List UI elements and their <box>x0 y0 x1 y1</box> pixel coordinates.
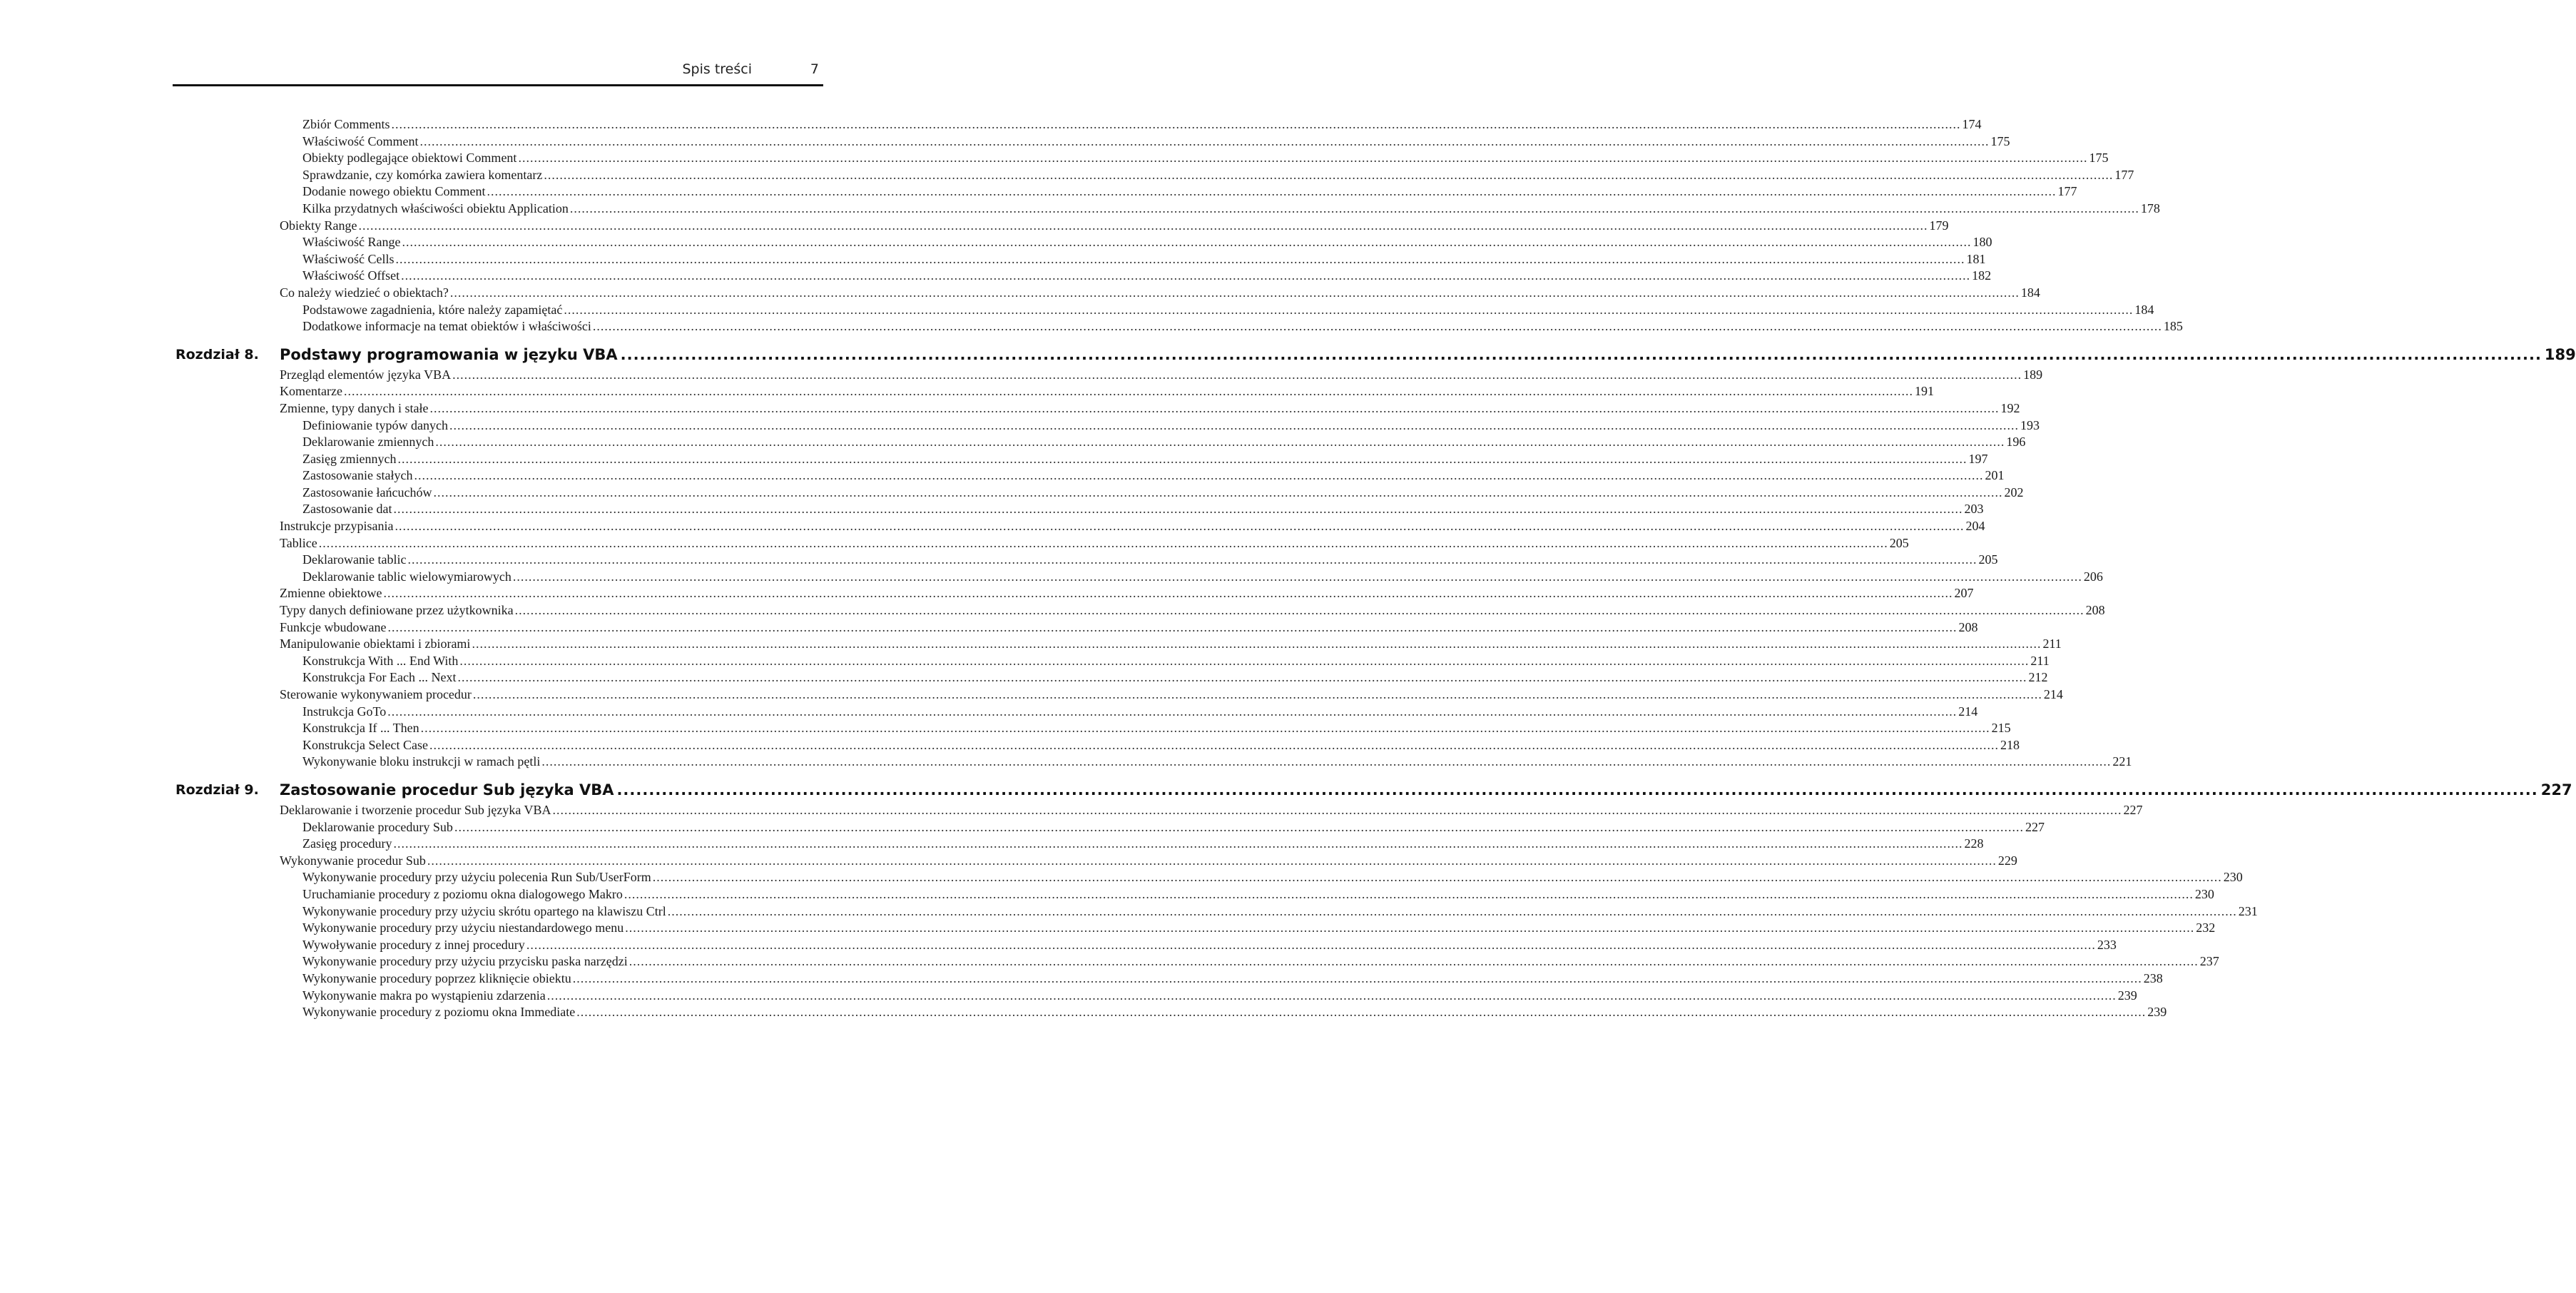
toc-entry[interactable] <box>173 367 2043 384</box>
chapter-section <box>173 343 2576 771</box>
toc-entry-title: Wykonywanie procedury przy użyciu przycisku paska narzędzi <box>302 954 628 969</box>
dot-leader: ................................................................................................................................................................................................................................................................................................................................................................................................................ <box>454 819 2024 834</box>
toc-entry-title: Deklarowanie i tworzenie procedur Sub języka VBA <box>280 802 551 817</box>
table-of-contents <box>173 116 2576 1021</box>
toc-entry-page: 203 <box>1964 502 1984 517</box>
toc-entry-page: 207 <box>1954 586 1974 601</box>
toc-entry-title: Konstrukcja With ... End With <box>302 653 459 668</box>
toc-entry-title: Kilka przydatnych właściwości obiektu Application <box>302 201 569 216</box>
toc-entry-title: Wykonywanie makra po wystąpieniu zdarzenia <box>302 988 546 1003</box>
toc-entry[interactable] <box>173 686 2063 704</box>
toc-entry-title: Konstrukcja If ... Then <box>302 721 419 736</box>
toc-entry-title: Deklarowanie tablic <box>302 552 407 567</box>
dot-leader: ................................................................................................................................................................................................................................................................................................................................................................................................................ <box>541 754 2112 769</box>
toc-entry-title: Zmienne, typy danych i stałe <box>280 400 429 415</box>
toc-entry-page: 181 <box>1966 251 1986 266</box>
dot-leader: ................................................................................................................................................................................................................................................................................................................................................................................................................ <box>429 400 2000 415</box>
dot-leader: ................................................................................................................................................................................................................................................................................................................................................................................................................ <box>512 569 2082 584</box>
dot-leader: ................................................................................................................................................................................................................................................................................................................................................................................................................ <box>391 117 1961 131</box>
toc-entry[interactable] <box>173 552 1998 569</box>
toc-entry-page: 212 <box>2028 670 2048 685</box>
toc-entry-title: Obiekty podlegające obiektowi Comment <box>302 151 517 166</box>
toc-entry-title: Komentarze <box>280 384 342 399</box>
toc-entry-page: 206 <box>2083 569 2103 584</box>
toc-entry-page: 185 <box>2163 319 2183 334</box>
toc-entry-title: Wykonywanie procedury przy użyciu skrótu opartego na klawiszu Ctrl <box>302 903 666 918</box>
toc-entry-page: 205 <box>1889 535 1909 550</box>
toc-entry-title: Zbiór Comments <box>302 117 390 131</box>
dot-leader: ................................................................................................................................................................................................................................................................................................................................................................................................................ <box>667 903 2237 918</box>
toc-entry-title: Przegląd elementów języka VBA <box>280 367 452 382</box>
toc-entry-title: Wykonywanie bloku instrukcji w ramach pętli <box>302 754 541 769</box>
toc-entry[interactable] <box>173 653 2050 670</box>
toc-entry-page: 205 <box>1978 552 1998 567</box>
chapter-label: Rozdział 9. <box>175 781 259 798</box>
chapter-page-number: 227 <box>2540 781 2572 798</box>
dot-leader: ................................................................................................................................................................................................................................................................................................................................................................................................................ <box>394 519 1965 534</box>
toc-entry[interactable] <box>173 417 2040 435</box>
dot-leader: ................................................................................................................................................................................................................................................................................................................................................................................................................ <box>592 319 2162 334</box>
dot-leader: ................................................................................................................................................................................................................................................................................................................................................................................................................ <box>429 737 1999 752</box>
toc-entry[interactable] <box>173 903 2258 921</box>
toc-entry-page: 237 <box>2199 954 2219 969</box>
toc-entry-title: Deklarowanie zmiennych <box>302 435 434 450</box>
toc-entry-title: Właściwość Comment <box>302 133 419 148</box>
toc-entry[interactable] <box>173 970 2163 988</box>
toc-entry-page: 178 <box>2140 201 2160 216</box>
toc-entry-title: Wykonywanie procedur Sub <box>280 853 426 868</box>
toc-entry[interactable] <box>173 988 2137 1005</box>
chapter-title: Podstawy programowania w języku VBA <box>280 345 618 363</box>
toc-entry-page: 229 <box>1997 853 2017 868</box>
toc-entry[interactable] <box>173 819 2045 836</box>
toc-entry-page: 211 <box>2030 653 2050 668</box>
toc-entry-page: 230 <box>2223 870 2243 885</box>
dot-leader: ................................................................................................................................................................................................................................................................................................................................................................................................................ <box>518 151 2088 166</box>
toc-entry-page: 179 <box>1929 218 1949 233</box>
toc-entry-page: 214 <box>2043 687 2063 701</box>
toc-entry-page: 196 <box>2006 435 2026 450</box>
toc-entry-title: Zastosowanie dat <box>302 502 392 517</box>
toc-entry-title: Podstawowe zagadnienia, które należy zapamiętać <box>302 302 563 317</box>
chapter-heading[interactable] <box>173 343 2576 367</box>
toc-entry[interactable] <box>173 302 2154 319</box>
page-number: 7 <box>810 61 819 77</box>
toc-entry-page: 202 <box>2004 485 2024 500</box>
dot-leader: ................................................................................................................................................................................................................................................................................................................................................................................................................ <box>625 921 2195 935</box>
dot-leader: ............................................................................................................................................................................................................................................................................................................ <box>620 345 2542 363</box>
toc-entry[interactable] <box>173 1004 2167 1021</box>
toc-entry[interactable] <box>173 585 1974 602</box>
dot-leader: ................................................................................................................................................................................................................................................................................................................................................................................................................ <box>395 251 1965 266</box>
toc-entry[interactable] <box>173 133 2010 151</box>
toc-entry[interactable] <box>173 569 2103 586</box>
toc-entry-title: Zastosowanie łańcuchów <box>302 485 432 500</box>
toc-entry[interactable] <box>173 150 2109 167</box>
dot-leader: ................................................................................................................................................................................................................................................................................................................................................................................................................ <box>397 451 1967 466</box>
toc-entry-page: 211 <box>2042 637 2062 651</box>
dot-leader: ................................................................................................................................................................................................................................................................................................................................................................................................................ <box>472 687 2042 701</box>
dot-leader: ................................................................................................................................................................................................................................................................................................................................................................................................................ <box>457 670 2027 685</box>
dot-leader: ................................................................................................................................................................................................................................................................................................................................................................................................................ <box>552 802 2122 817</box>
toc-entry-title: Deklarowanie tablic wielowymiarowych <box>302 569 511 584</box>
toc-entry-page: 208 <box>2085 603 2105 618</box>
toc-entry[interactable] <box>173 268 1992 285</box>
toc-entry-title: Właściwość Offset <box>302 268 400 283</box>
toc-entry-title: Manipulowanie obiektami i zbiorami <box>280 637 471 651</box>
toc-entry[interactable] <box>173 720 2011 737</box>
dot-leader: ................................................................................................................................................................................................................................................................................................................................................................................................................ <box>383 586 1953 601</box>
toc-entry-title: Konstrukcja Select Case <box>302 737 428 752</box>
toc-entry-page: 232 <box>2196 921 2216 935</box>
dot-leader: ................................................................................................................................................................................................................................................................................................................................................................................................................ <box>449 417 2019 432</box>
toc-entry-page: 227 <box>2025 819 2045 834</box>
toc-entry[interactable] <box>173 285 2040 302</box>
toc-entry-page: 204 <box>1965 519 1985 534</box>
dot-leader: ................................................................................................................................................................................................................................................................................................................................................................................................................ <box>623 886 2194 901</box>
toc-entry[interactable] <box>173 535 1909 552</box>
toc-entry-title: Właściwość Cells <box>302 251 394 266</box>
chapter-heading[interactable] <box>173 778 2572 802</box>
dot-leader: ................................................................................................................................................................................................................................................................................................................................................................................................................ <box>526 937 2096 952</box>
toc-entry[interactable] <box>173 451 1988 468</box>
dot-leader: ................................................................................................................................................................................................................................................................................................................................................................................................................ <box>402 235 1972 250</box>
dot-leader: ................................................................................................................................................................................................................................................................................................................................................................................................................ <box>420 721 1990 736</box>
toc-entry[interactable] <box>173 383 1934 400</box>
dot-leader: ................................................................................................................................................................................................................................................................................................................................................................................................................ <box>449 285 2020 300</box>
dot-leader: ................................................................................................................................................................................................................................................................................................................................................................................................................ <box>452 367 2022 382</box>
toc-entry-page: 180 <box>1972 235 1992 250</box>
toc-entry[interactable] <box>173 669 2048 686</box>
toc-entry-title: Sterowanie wykonywaniem procedur <box>280 687 472 701</box>
toc-entry[interactable] <box>173 485 2024 502</box>
toc-entry[interactable] <box>173 501 1984 518</box>
toc-entry-title: Sprawdzanie, czy komórka zawiera komentarz <box>302 167 543 182</box>
toc-entry[interactable] <box>173 234 1992 251</box>
toc-entry[interactable] <box>173 619 1978 637</box>
toc-entry-title: Definiowanie typów danych <box>302 417 448 432</box>
toc-entry[interactable] <box>173 937 2117 954</box>
dot-leader: ................................................................................................................................................................................................................................................................................................................................................................................................................ <box>387 704 1958 719</box>
toc-entry-page: 215 <box>1991 721 2011 736</box>
toc-entry-page: 231 <box>2238 903 2258 918</box>
toc-entry-page: 177 <box>2114 167 2134 182</box>
toc-entry-title: Wykonywanie procedury przy użyciu polecenia Run Sub/UserForm <box>302 870 651 885</box>
toc-entry-page: 201 <box>1985 468 2005 483</box>
dot-leader: ............................................................................................................................................................................................................................................................................................................ <box>616 781 2538 798</box>
dot-leader: ................................................................................................................................................................................................................................................................................................................................................................................................................ <box>576 1005 2147 1020</box>
toc-entry[interactable] <box>173 116 1982 133</box>
toc-entry[interactable] <box>173 886 2214 903</box>
toc-entry[interactable] <box>173 853 2017 870</box>
chapter-label: Rozdział 8. <box>175 346 259 362</box>
dot-leader: ................................................................................................................................................................................................................................................................................................................................................................................................................ <box>419 133 1990 148</box>
toc-entry-title: Deklarowanie procedury Sub <box>302 819 453 834</box>
toc-entry-title: Dodanie nowego obiektu Comment <box>302 184 486 199</box>
toc-entry-page: 189 <box>2023 367 2043 382</box>
toc-entry[interactable] <box>173 318 2183 335</box>
dot-leader: ................................................................................................................................................................................................................................................................................................................................................................................................................ <box>628 954 2199 969</box>
toc-entry-page: 239 <box>2117 988 2137 1003</box>
dot-leader: ................................................................................................................................................................................................................................................................................................................................................................................................................ <box>414 468 1984 483</box>
toc-entry-title: Właściwość Range <box>302 235 401 250</box>
toc-entry[interactable] <box>173 602 2105 619</box>
toc-entry-page: 227 <box>2123 802 2143 817</box>
chapter-title: Zastosowanie procedur Sub języka VBA <box>280 781 614 798</box>
toc-entry-page: 197 <box>1968 451 1988 466</box>
dot-leader: ................................................................................................................................................................................................................................................................................................................................................................................................................ <box>343 384 1913 399</box>
dot-leader: ................................................................................................................................................................................................................................................................................................................................................................................................................ <box>546 988 2117 1003</box>
dot-leader: ................................................................................................................................................................................................................................................................................................................................................................................................................ <box>401 268 1971 283</box>
toc-entry[interactable] <box>173 167 2134 184</box>
toc-entry[interactable] <box>173 201 2160 218</box>
toc-entry[interactable] <box>173 400 2020 417</box>
toc-entry[interactable] <box>173 434 2026 451</box>
running-header <box>173 59 823 86</box>
dot-leader: ................................................................................................................................................................................................................................................................................................................................................................................................................ <box>652 870 2222 885</box>
toc-entry-title: Dodatkowe informacje na temat obiektów i właściwości <box>302 319 591 334</box>
toc-entry-page: 208 <box>1958 619 1978 634</box>
chapter-page-number: 189 <box>2544 345 2576 363</box>
toc-entry-page: 177 <box>2057 184 2077 199</box>
toc-entry-page: 184 <box>2020 285 2040 300</box>
dot-leader: ................................................................................................................................................................................................................................................................................................................................................................................................................ <box>472 637 2042 651</box>
dot-leader: ................................................................................................................................................................................................................................................................................................................................................................................................................ <box>387 619 1958 634</box>
toc-entry-page: 230 <box>2194 886 2214 901</box>
dot-leader: ................................................................................................................................................................................................................................................................................................................................................................................................................ <box>393 836 1963 851</box>
toc-entry-title: Typy danych definiowane przez użytkownika <box>280 603 514 618</box>
toc-entry[interactable] <box>173 218 1949 235</box>
chapter-section <box>173 116 2183 335</box>
toc-entry-page: 233 <box>2097 937 2117 952</box>
dot-leader: ................................................................................................................................................................................................................................................................................................................................................................................................................ <box>407 552 1977 567</box>
toc-entry[interactable] <box>173 737 2020 754</box>
toc-entry-page: 228 <box>1964 836 1984 851</box>
toc-entry-title: Instrukcje przypisania <box>280 519 394 534</box>
toc-entry[interactable] <box>173 869 2243 886</box>
toc-entry-page: 214 <box>1958 704 1978 719</box>
dot-leader: ................................................................................................................................................................................................................................................................................................................................................................................................................ <box>435 435 2005 450</box>
toc-entry-page: 175 <box>1990 133 2010 148</box>
dot-leader: ................................................................................................................................................................................................................................................................................................................................................................................................................ <box>393 502 1963 517</box>
toc-entry-title: Funkcje wbudowane <box>280 619 387 634</box>
toc-entry-title: Obiekty Range <box>280 218 357 233</box>
dot-leader: ................................................................................................................................................................................................................................................................................................................................................................................................................ <box>564 302 2134 317</box>
toc-entry-page: 192 <box>2000 400 2020 415</box>
toc-entry-page: 193 <box>2020 417 2040 432</box>
toc-entry-title: Tablice <box>280 535 317 550</box>
toc-entry-page: 238 <box>2143 970 2163 985</box>
dot-leader: ................................................................................................................................................................................................................................................................................................................................................................................................................ <box>572 970 2142 985</box>
dot-leader: ................................................................................................................................................................................................................................................................................................................................................................................................................ <box>544 167 2114 182</box>
dot-leader: ................................................................................................................................................................................................................................................................................................................................................................................................................ <box>433 485 2003 500</box>
toc-entry[interactable] <box>173 704 1978 721</box>
toc-entry-title: Wykonywanie procedury przy użyciu niestandardowego menu <box>302 921 624 935</box>
toc-entry-title: Zmienne obiektowe <box>280 586 382 601</box>
dot-leader: ................................................................................................................................................................................................................................................................................................................................................................................................................ <box>514 603 2084 618</box>
toc-entry-title: Co należy wiedzieć o obiektach? <box>280 285 449 300</box>
toc-entry-page: 184 <box>2134 302 2154 317</box>
toc-entry-title: Wykonywanie procedury poprzez kliknięcie obiektu <box>302 970 571 985</box>
toc-entry-title: Uruchamianie procedury z poziomu okna dialogowego Makro <box>302 886 623 901</box>
toc-entry[interactable] <box>173 183 2077 201</box>
toc-entry-page: 239 <box>2147 1005 2167 1020</box>
header-title: Spis treści <box>682 61 752 77</box>
toc-entry-title: Zasięg zmiennych <box>302 451 397 466</box>
toc-entry-title: Instrukcja GoTo <box>302 704 387 719</box>
chapter-section <box>173 778 2572 1021</box>
toc-entry[interactable] <box>173 754 2132 771</box>
toc-entry-title: Wykonywanie procedury z poziomu okna Immediate <box>302 1005 576 1020</box>
toc-entry[interactable] <box>173 251 1986 268</box>
toc-entry-page: 182 <box>1972 268 1992 283</box>
toc-entry[interactable] <box>173 953 2219 970</box>
dot-leader: ................................................................................................................................................................................................................................................................................................................................................................................................................ <box>358 218 1928 233</box>
toc-entry-title: Wywoływanie procedury z innej procedury <box>302 937 525 952</box>
toc-entry[interactable] <box>173 836 1984 853</box>
toc-entry-page: 174 <box>1962 117 1982 131</box>
toc-entry[interactable] <box>173 802 2143 819</box>
toc-entry[interactable] <box>173 636 2062 653</box>
dot-leader: ................................................................................................................................................................................................................................................................................................................................................................................................................ <box>427 853 1997 868</box>
toc-entry-page: 218 <box>2000 737 2020 752</box>
dot-leader: ................................................................................................................................................................................................................................................................................................................................................................................................................ <box>318 535 1888 550</box>
dot-leader: ................................................................................................................................................................................................................................................................................................................................................................................................................ <box>569 201 2139 216</box>
toc-entry[interactable] <box>173 920 2216 937</box>
dot-leader: ................................................................................................................................................................................................................................................................................................................................................................................................................ <box>487 184 2057 199</box>
toc-entry[interactable] <box>173 467 2005 485</box>
toc-entry-page: 191 <box>1914 384 1934 399</box>
toc-entry[interactable] <box>173 518 1985 535</box>
toc-entry-title: Zastosowanie stałych <box>302 468 413 483</box>
toc-entry-page: 175 <box>2089 151 2109 166</box>
toc-entry-title: Zasięg procedury <box>302 836 392 851</box>
toc-entry-title: Konstrukcja For Each ... Next <box>302 670 457 685</box>
dot-leader: ................................................................................................................................................................................................................................................................................................................................................................................................................ <box>459 653 2030 668</box>
toc-entry-page: 221 <box>2112 754 2132 769</box>
